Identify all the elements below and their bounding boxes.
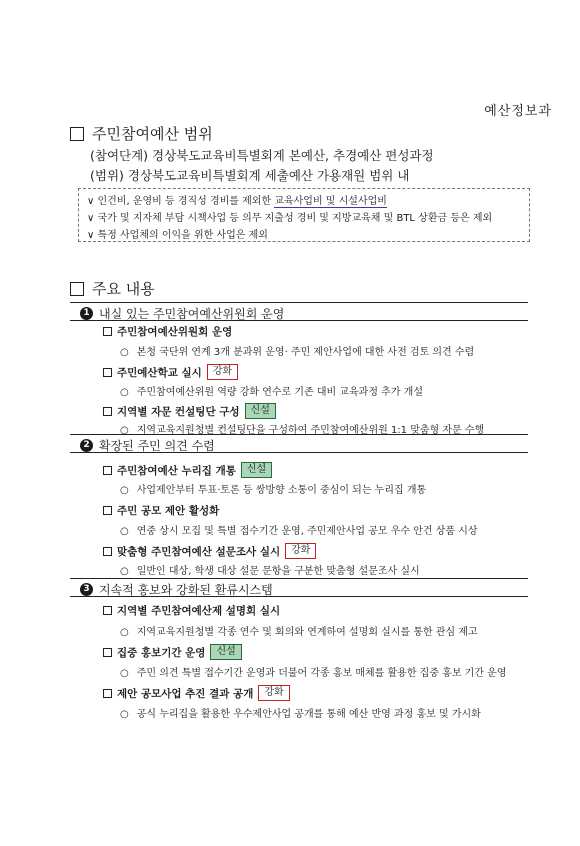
item-desc: 주민 의견 특별 접수기간 운영과 더불어 각종 홍보 매체를 활용한 집중 홍보 기간 운영 [136, 668, 507, 679]
checkbox-icon [103, 368, 112, 377]
section-1-item-3-desc: ○ 지역교육지원청별 컨설팅단을 구성하여 주민참여예산위원 1:1 맞춤형 자문 수행 [120, 425, 485, 436]
section-3-item-2-desc: ○ 주민 의견 특별 접수기간 운영과 더불어 각종 홍보 매체를 활용한 집중 홍보 기간 운영 [120, 668, 507, 679]
status-badge-new: 신설 [245, 403, 276, 419]
number-1-icon: 1 [80, 307, 93, 320]
checkbox-icon [103, 407, 112, 416]
scope-note-1-text: ∨ 인건비, 운영비 등 경직성 경비를 제외한 [87, 196, 275, 207]
section-2-item-3 [103, 543, 316, 559]
item-desc: 일반인 대상, 학생 대상 설문 문항을 구분한 맞춤형 설문조사 실시 [136, 566, 420, 577]
number-2-icon: 2 [80, 439, 93, 452]
scope-notes-box [78, 188, 530, 242]
section-1-item-1-desc: ○ 본청 국단위 연계 3개 분과위 운영· 주민 제안사업에 대한 사전 검토 의견 수렴 [120, 347, 475, 358]
checkbox-icon [103, 648, 112, 657]
section-3-item-1-desc: ○ 지역교육지원청별 각종 연수 및 회의와 연계하여 설명회 실시를 통한 관심 제고 [120, 627, 478, 638]
scope-note-1-underlined: 교육사업비 및 시설사업비 [274, 196, 387, 207]
section-1-item-3 [103, 403, 276, 419]
item-label: 집중 홍보기간 운영 [117, 646, 206, 659]
checkbox-icon [103, 506, 112, 515]
scope-title: 주민참여예산 범위 [92, 125, 213, 143]
item-label: 지역별 주민참여예산제 설명회 실시 [117, 605, 281, 617]
section-divider [70, 596, 528, 597]
main-heading [70, 278, 155, 299]
item-desc: 공식 누리집을 활용한 우수제안사업 공개를 통해 예산 반영 과정 홍보 및 가시화 [136, 709, 481, 720]
section-2-item-1-desc: ○ 사업제안부터 투표·토론 등 쌍방향 소통이 중심이 되는 누리집 개통 [120, 485, 427, 496]
scope-note-3: ∨ 특정 사업체의 이익을 위한 사업은 제외 [87, 230, 268, 241]
section-3-title: 지속적 홍보와 강화된 환류시스템 [99, 583, 273, 597]
item-label: 주민참여예산위원회 운영 [117, 326, 233, 338]
scope-heading [70, 123, 213, 144]
status-badge-strengthen: 강화 [285, 543, 316, 559]
status-badge-strengthen: 강화 [207, 364, 238, 380]
item-desc: 주민참여예산위원 역량 강화 연수로 기존 대비 교육과정 추가 개설 [136, 387, 423, 398]
status-badge-strengthen: 강화 [258, 685, 289, 701]
checkbox-icon [103, 547, 112, 556]
checkbox-icon [103, 689, 112, 698]
item-label: 주민 공모 제안 활성화 [117, 505, 220, 517]
section-3-item-3-desc: ○ 공식 누리집을 활용한 우수제안사업 공개를 통해 예산 반영 과정 홍보 및 가시화 [120, 709, 481, 720]
section-1-item-2-desc: ○ 주민참여예산위원 역량 강화 연수로 기존 대비 교육과정 추가 개설 [120, 387, 423, 398]
checkbox-icon [103, 606, 112, 615]
scope-note-2: ∨ 국가 및 지자체 부담 시책사업 등 의무 지출성 경비 및 지방교육채 및 BTL 상환금 등은 제외 [87, 213, 493, 224]
section-divider [70, 302, 528, 303]
item-label: 주민예산학교 실시 [117, 366, 202, 379]
section-3-item-1 [103, 603, 280, 618]
section-2-item-1 [103, 462, 272, 478]
scope-line-1: (참여단계) 경상북도교육비특별회계 본예산, 추경예산 편성과정 [90, 148, 434, 163]
checkbox-square-icon [70, 282, 84, 296]
section-3-item-3 [103, 685, 290, 701]
item-label: 맞춤형 주민참여예산 설문조사 실시 [117, 545, 281, 558]
checkbox-square-icon [70, 127, 84, 141]
item-desc: 사업제안부터 투표·토론 등 쌍방향 소통이 중심이 되는 누리집 개통 [136, 485, 427, 496]
item-desc: 본청 국단위 연계 3개 분과위 운영· 주민 제안사업에 대한 사전 검토 의견 수렴 [136, 347, 475, 358]
section-1-item-2 [103, 364, 238, 380]
section-divider [70, 578, 528, 579]
status-badge-new: 신설 [210, 644, 241, 660]
item-desc: 지역교육지원청별 각종 연수 및 회의와 연계하여 설명회 실시를 통한 관심 제고 [136, 627, 478, 638]
item-label: 제안 공모사업 추진 결과 공개 [117, 687, 254, 700]
section-divider [70, 320, 528, 321]
item-label: 지역별 자문 컨설팅단 구성 [117, 405, 240, 418]
section-divider [70, 452, 528, 453]
section-divider [70, 434, 528, 435]
number-3-icon: 3 [80, 583, 93, 596]
status-badge-new: 신설 [241, 462, 272, 478]
checkbox-icon [103, 466, 112, 475]
item-desc: 연중 상시 모집 및 특별 접수기간 운영, 주민제안사업 공모 우수 안건 상품 시상 [136, 526, 478, 537]
section-2-title: 확장된 주민 의견 수렴 [99, 439, 215, 453]
scope-line-2: (범위) 경상북도교육비특별회계 세출예산 가용재원 범위 내 [90, 168, 410, 183]
section-2-item-2 [103, 503, 219, 518]
section-1-title: 내실 있는 주민참여예산위원회 운영 [99, 307, 285, 321]
item-desc: 지역교육지원청별 컨설팅단을 구성하여 주민참여예산위원 1:1 맞춤형 자문 수행 [136, 425, 485, 436]
section-2-item-3-desc: ○ 일반인 대상, 학생 대상 설문 문항을 구분한 맞춤형 설문조사 실시 [120, 566, 420, 577]
main-title: 주요 내용 [92, 280, 155, 298]
scope-note-1 [87, 192, 387, 207]
section-3-item-2 [103, 644, 242, 660]
section-2-item-2-desc: ○ 연중 상시 모집 및 특별 접수기간 운영, 주민제안사업 공모 우수 안건 상품 시상 [120, 526, 478, 537]
item-label: 주민참여예산 누리집 개통 [117, 464, 236, 477]
department-label: 예산정보과 [484, 104, 552, 119]
checkbox-icon [103, 327, 112, 336]
section-1-item-1 [103, 324, 232, 339]
